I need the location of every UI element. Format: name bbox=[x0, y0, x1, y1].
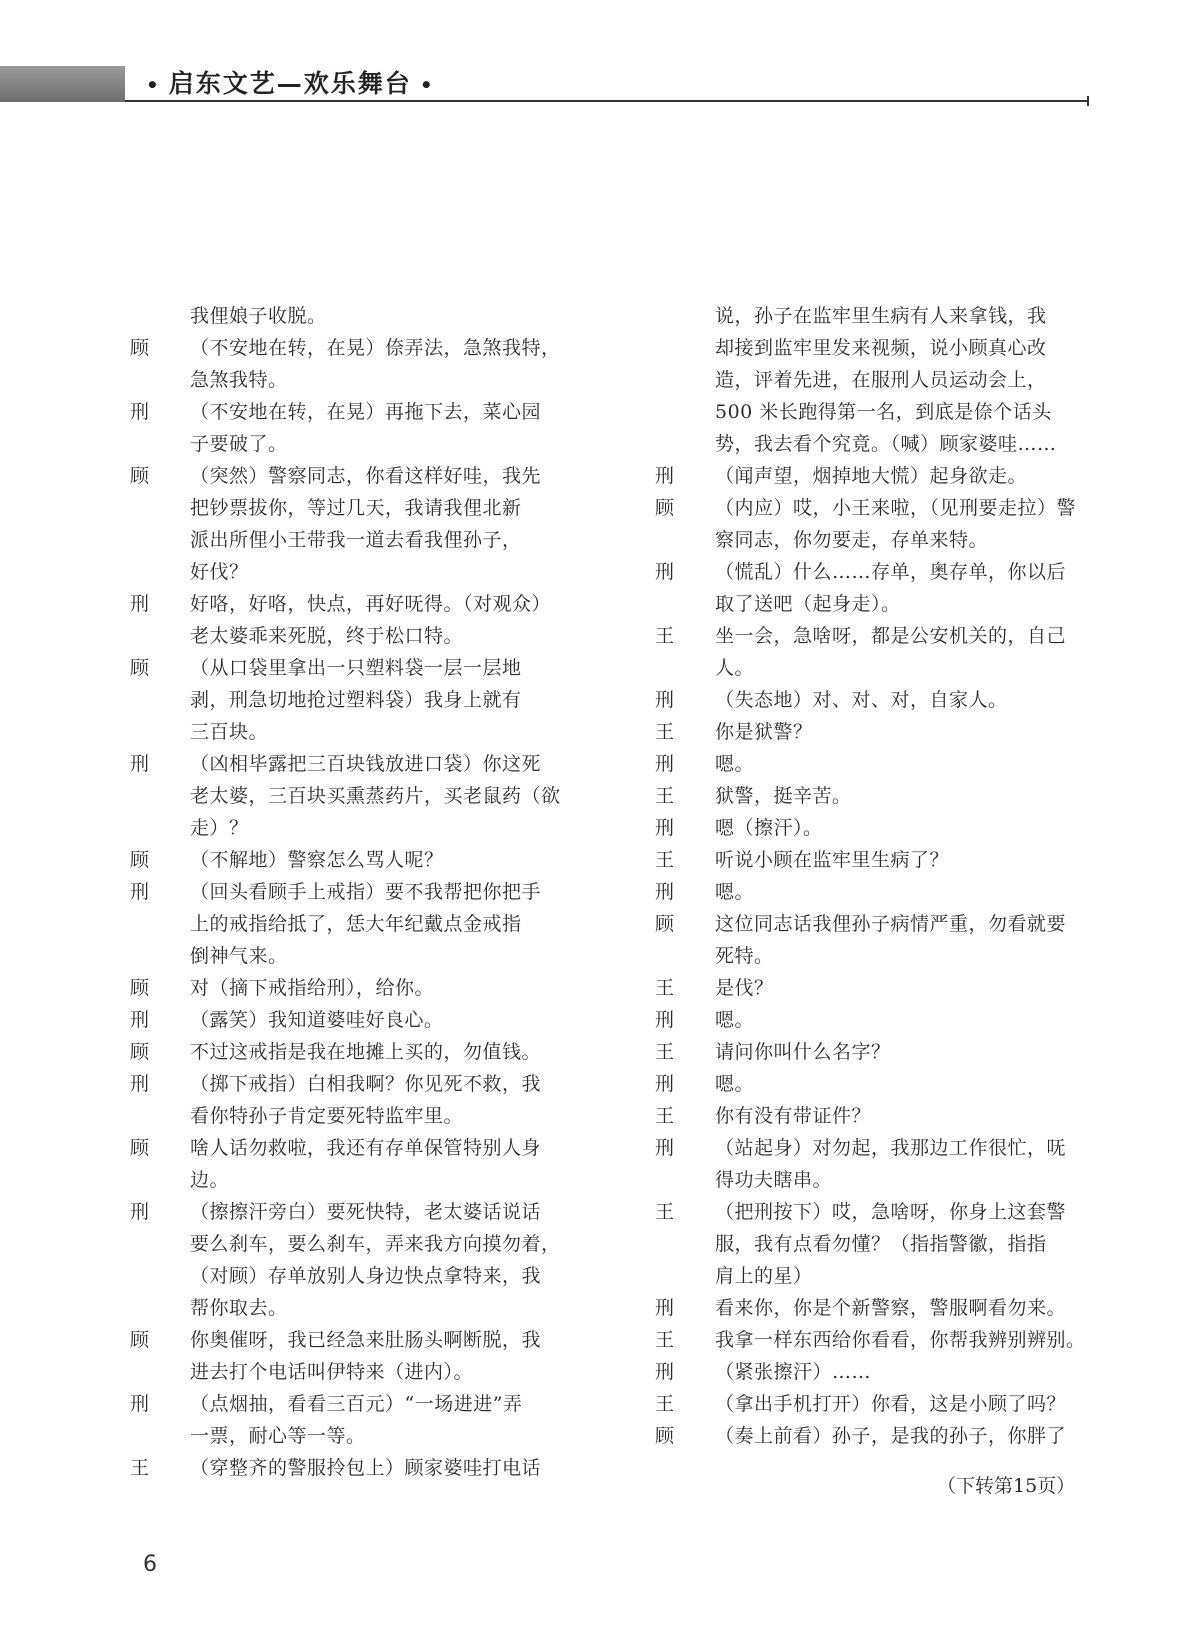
dialogue-text: 嗯。 bbox=[715, 1073, 755, 1095]
speaker-label: 刑 bbox=[655, 689, 675, 711]
speaker-label: 刑 bbox=[655, 1361, 675, 1383]
speaker-label: 刑 bbox=[655, 561, 675, 583]
script-line bbox=[130, 1164, 570, 1196]
speaker-label: 刑 bbox=[130, 593, 150, 615]
script-line bbox=[130, 1100, 570, 1132]
script-line bbox=[655, 1164, 1095, 1196]
script-line bbox=[655, 396, 1095, 428]
speaker-label: 王 bbox=[655, 785, 675, 807]
dialogue-text: 急煞我特。 bbox=[190, 369, 288, 391]
script-line bbox=[130, 556, 570, 588]
script-line bbox=[130, 940, 570, 972]
speaker-label: 刑 bbox=[130, 401, 150, 423]
dialogue-text: 人。 bbox=[715, 657, 755, 679]
script-line bbox=[130, 1004, 570, 1036]
script-line bbox=[655, 1228, 1095, 1260]
dialogue-text: 你是狱警？ bbox=[715, 721, 813, 743]
script-line bbox=[655, 556, 1095, 588]
script-line bbox=[130, 1132, 570, 1164]
dialogue-text: （拿出手机打开）你看，这是小顾了吗？ bbox=[715, 1393, 1067, 1415]
dialogue-text: （内应）哎，小王来啦，（见刑要走拉）警 bbox=[715, 497, 1077, 519]
script-line bbox=[655, 492, 1095, 524]
script-line bbox=[655, 620, 1095, 652]
dialogue-text: （不解地）警察怎么骂人呢？ bbox=[190, 849, 444, 871]
dialogue-text: （穿整齐的警服拎包上）顾家婆哇打电话 bbox=[190, 1457, 542, 1479]
script-line bbox=[130, 1388, 570, 1420]
script-line bbox=[130, 1196, 570, 1228]
header-title bbox=[138, 68, 443, 100]
script-line bbox=[655, 332, 1095, 364]
speaker-label: 刑 bbox=[130, 1073, 150, 1095]
script-line bbox=[130, 460, 570, 492]
dialogue-text: 剥，刑急切地抢过塑料袋）我身上就有 bbox=[190, 689, 522, 711]
dialogue-text: 势，我去看个究竟。（喊）顾家婆哇…… bbox=[715, 433, 1057, 455]
dialogue-text: （突然）警察同志，你看这样好哇，我先 bbox=[190, 465, 542, 487]
dialogue-text: 听说小顾在监牢里生病了？ bbox=[715, 849, 950, 871]
dialogue-text: 说，孙子在监牢里生病有人来拿钱，我 bbox=[715, 305, 1047, 327]
dialogue-text: 你奥催呀，我已经急来肚肠头啊断脱，我 bbox=[190, 1329, 542, 1351]
script-line bbox=[130, 1036, 570, 1068]
script-line bbox=[655, 1260, 1095, 1292]
script-line bbox=[130, 1420, 570, 1452]
dialogue-text: （回头看顾手上戒指）要不我帮把你把手 bbox=[190, 881, 542, 903]
script-line bbox=[130, 972, 570, 1004]
header-rule-tick bbox=[1087, 96, 1089, 106]
speaker-label: 刑 bbox=[130, 881, 150, 903]
dialogue-text: 走）？ bbox=[190, 817, 249, 839]
speaker-label: 刑 bbox=[130, 753, 150, 775]
dialogue-text: 老太婆乖来死脱，终于松口特。 bbox=[190, 625, 464, 647]
script-line bbox=[655, 1100, 1095, 1132]
script-line bbox=[130, 492, 570, 524]
script-line bbox=[130, 332, 570, 364]
speaker-label: 刑 bbox=[655, 817, 675, 839]
script-line bbox=[655, 972, 1095, 1004]
script-line bbox=[655, 1036, 1095, 1068]
header-bullet-right: • bbox=[419, 73, 435, 97]
speaker-label: 刑 bbox=[655, 753, 675, 775]
dialogue-text: 造，评着先进，在服刑人员运动会上， bbox=[715, 369, 1047, 391]
dialogue-text: （紧张擦汗）…… bbox=[715, 1361, 872, 1383]
script-line bbox=[655, 460, 1095, 492]
script-line bbox=[655, 1420, 1095, 1452]
dialogue-text: （失态地）对、对、对，自家人。 bbox=[715, 689, 1008, 711]
speaker-label: 顾 bbox=[130, 1329, 150, 1351]
dialogue-text: 嗯（擦汗）。 bbox=[715, 817, 823, 839]
speaker-label: 刑 bbox=[130, 1201, 150, 1223]
script-line bbox=[130, 300, 570, 332]
speaker-label: 刑 bbox=[130, 1009, 150, 1031]
dialogue-text: （闻声望，烟掉地大慌）起身欲走。 bbox=[715, 465, 1028, 487]
page-number: 6 bbox=[143, 1552, 157, 1577]
dialogue-text: 500 米长跑得第一名，到底是倷个话头 bbox=[715, 401, 1052, 423]
dialogue-text: （把刑按下）哎，急啥呀，你身上这套警 bbox=[715, 1201, 1067, 1223]
dialogue-text: 服，我有点看勿懂？（指指警徽，指指 bbox=[715, 1233, 1047, 1255]
speaker-label: 顾 bbox=[130, 1041, 150, 1063]
dialogue-text: 嗯。 bbox=[715, 881, 755, 903]
script-line bbox=[655, 940, 1095, 972]
script-line bbox=[130, 684, 570, 716]
dialogue-text: 啥人话勿救啦，我还有存单保管特别人身 bbox=[190, 1137, 542, 1159]
dialogue-text: 嗯。 bbox=[715, 753, 755, 775]
dialogue-text: 嗯。 bbox=[715, 1009, 755, 1031]
script-line bbox=[130, 716, 570, 748]
dialogue-text: （从口袋里拿出一只塑料袋一层一层地 bbox=[190, 657, 522, 679]
speaker-label: 顾 bbox=[130, 465, 150, 487]
dialogue-text: 不过这戒指是我在地摊上买的，勿值钱。 bbox=[190, 1041, 542, 1063]
script-line bbox=[130, 1260, 570, 1292]
dialogue-text: 得功夫瞎串。 bbox=[715, 1169, 833, 1191]
speaker-label: 顾 bbox=[130, 657, 150, 679]
dialogue-text: （掷下戒指）白相我啊？你见死不救，我 bbox=[190, 1073, 542, 1095]
script-line bbox=[130, 1356, 570, 1388]
script-line bbox=[130, 620, 570, 652]
script-line bbox=[130, 588, 570, 620]
dialogue-text: 狱警，挺辛苦。 bbox=[715, 785, 852, 807]
script-line bbox=[130, 428, 570, 460]
dialogue-text: 坐一会，急啥呀，都是公安机关的，自己 bbox=[715, 625, 1067, 647]
dialogue-text: 请问你叫什么名字？ bbox=[715, 1041, 891, 1063]
script-line bbox=[655, 1132, 1095, 1164]
speaker-label: 顾 bbox=[130, 1137, 150, 1159]
continuation-note: （下转第15页） bbox=[937, 1475, 1076, 1497]
dialogue-text: 对（摘下戒指给刑），给你。 bbox=[190, 977, 435, 999]
speaker-label: 王 bbox=[655, 1329, 675, 1351]
script-line bbox=[655, 908, 1095, 940]
script-line bbox=[655, 364, 1095, 396]
script-line bbox=[655, 844, 1095, 876]
script-line bbox=[655, 588, 1095, 620]
dialogue-text: 上的戒指给抵了，恁大年纪戴点金戒指 bbox=[190, 913, 522, 935]
dialogue-text: 好伐？ bbox=[190, 561, 249, 583]
script-line bbox=[655, 1292, 1095, 1324]
dialogue-text: （点烟抽，看看三百元）“一场进进”弄 bbox=[190, 1393, 523, 1415]
script-line bbox=[130, 812, 570, 844]
script-line bbox=[655, 1004, 1095, 1036]
speaker-label: 王 bbox=[655, 721, 675, 743]
speaker-label: 顾 bbox=[130, 849, 150, 871]
script-line bbox=[655, 1196, 1095, 1228]
header-bullet-left: • bbox=[146, 73, 161, 97]
script-line bbox=[655, 300, 1095, 332]
dialogue-text: 这位同志话我俚孙子病情严重，勿看就要 bbox=[715, 913, 1067, 935]
script-line bbox=[655, 1356, 1095, 1388]
script-line bbox=[655, 684, 1095, 716]
dialogue-text: 看来你，你是个新警察，警服啊看勿来。 bbox=[715, 1297, 1067, 1319]
script-line bbox=[130, 364, 570, 396]
speaker-label: 刑 bbox=[655, 1009, 675, 1031]
dialogue-text: 死特。 bbox=[715, 945, 774, 967]
left-column bbox=[130, 300, 570, 1484]
speaker-label: 顾 bbox=[655, 497, 675, 519]
dialogue-text: 要么刹车，要么刹车，弄来我方向摸勿着， bbox=[190, 1233, 561, 1255]
script-line bbox=[130, 652, 570, 684]
dialogue-text: 子要破了。 bbox=[190, 433, 288, 455]
script-line bbox=[655, 428, 1095, 460]
script-line bbox=[130, 1452, 570, 1484]
script-line bbox=[655, 716, 1095, 748]
script-line bbox=[130, 1228, 570, 1260]
dialogue-text: 倒神气来。 bbox=[190, 945, 288, 967]
speaker-label: 顾 bbox=[130, 337, 150, 359]
dialogue-text: 老太婆，三百块买熏蒸药片，买老鼠药（欲 bbox=[190, 785, 561, 807]
dialogue-text: 把钞票拔你，等过几天，我请我俚北新 bbox=[190, 497, 522, 519]
dialogue-text: （奏上前看）孙子，是我的孙子，你胖了 bbox=[715, 1425, 1067, 1447]
script-line bbox=[655, 780, 1095, 812]
dialogue-text: （站起身）对勿起，我那边工作很忙，呒 bbox=[715, 1137, 1067, 1159]
dialogue-text: 却接到监牢里发来视频，说小顾真心改 bbox=[715, 337, 1047, 359]
speaker-label: 刑 bbox=[655, 1137, 675, 1159]
dialogue-text: （擦擦汗旁白）要死快特，老太婆话说话 bbox=[190, 1201, 542, 1223]
script-line bbox=[655, 524, 1095, 556]
script-line bbox=[655, 876, 1095, 908]
script-line bbox=[130, 1068, 570, 1100]
script-line bbox=[655, 652, 1095, 684]
dialogue-text: 你有没有带证件？ bbox=[715, 1105, 872, 1127]
speaker-label: 顾 bbox=[655, 913, 675, 935]
dialogue-text: 一票，耐心等一等。 bbox=[190, 1425, 366, 1447]
speaker-label: 王 bbox=[655, 1201, 675, 1223]
script-line bbox=[130, 844, 570, 876]
header-title-text: 启东文艺—欢乐舞台 bbox=[168, 69, 412, 98]
script-line bbox=[130, 524, 570, 556]
script-line bbox=[130, 396, 570, 428]
script-line bbox=[655, 1324, 1095, 1356]
dialogue-text: （凶相毕露把三百块钱放进口袋）你这死 bbox=[190, 753, 542, 775]
script-line bbox=[130, 780, 570, 812]
speaker-label: 刑 bbox=[655, 465, 675, 487]
speaker-label: 王 bbox=[655, 849, 675, 871]
dialogue-text: 察同志，你勿要走，存单来特。 bbox=[715, 529, 989, 551]
dialogue-text: （露笑）我知道婆哇好良心。 bbox=[190, 1009, 444, 1031]
dialogue-text: 派出所俚小王带我一道去看我俚孙子， bbox=[190, 529, 522, 551]
script-line bbox=[655, 812, 1095, 844]
speaker-label: 王 bbox=[130, 1457, 150, 1479]
script-line bbox=[655, 1388, 1095, 1420]
header-rule bbox=[125, 100, 1088, 102]
speaker-label: 王 bbox=[655, 1105, 675, 1127]
dialogue-text: 是伐？ bbox=[715, 977, 774, 999]
speaker-label: 王 bbox=[655, 1041, 675, 1063]
speaker-label: 王 bbox=[655, 625, 675, 647]
header-bar bbox=[0, 66, 125, 102]
speaker-label: 刑 bbox=[130, 1393, 150, 1415]
script-line bbox=[130, 1324, 570, 1356]
script-line bbox=[130, 1292, 570, 1324]
script-line bbox=[130, 748, 570, 780]
speaker-label: 王 bbox=[655, 1393, 675, 1415]
dialogue-text: 好咯，好咯，快点，再好呒得。（对观众） bbox=[190, 593, 552, 615]
dialogue-text: （不安地在转，在晃）再拖下去，菜心园 bbox=[190, 401, 542, 423]
dialogue-text: （不安地在转，在晃）倷弄法，急煞我特， bbox=[190, 337, 561, 359]
speaker-label: 顾 bbox=[130, 977, 150, 999]
dialogue-text: （慌乱）什么……存单，奥存单，你以后 bbox=[715, 561, 1067, 583]
speaker-label: 顾 bbox=[655, 1425, 675, 1447]
script-line bbox=[655, 1068, 1095, 1100]
right-column bbox=[655, 300, 1095, 1452]
speaker-label: 刑 bbox=[655, 1297, 675, 1319]
dialogue-text: 三百块。 bbox=[190, 721, 269, 743]
script-line bbox=[130, 908, 570, 940]
speaker-label: 刑 bbox=[655, 1073, 675, 1095]
dialogue-text: 我拿一样东西给你看看，你帮我辨别辨别。 bbox=[715, 1329, 1086, 1351]
dialogue-text: （对顾）存单放别人身边快点拿特来，我 bbox=[190, 1265, 542, 1287]
script-line bbox=[130, 876, 570, 908]
dialogue-text: 进去打个电话叫伊特来（进内）。 bbox=[190, 1361, 474, 1383]
speaker-label: 王 bbox=[655, 977, 675, 999]
dialogue-text: 边。 bbox=[190, 1169, 230, 1191]
speaker-label: 刑 bbox=[655, 881, 675, 903]
script-line bbox=[655, 748, 1095, 780]
dialogue-text: 看你特孙子肯定要死特监牢里。 bbox=[190, 1105, 464, 1127]
dialogue-text: 取了送吧（起身走）。 bbox=[715, 593, 901, 615]
dialogue-text: 我俚娘子收脱。 bbox=[190, 305, 327, 327]
dialogue-text: 帮你取去。 bbox=[190, 1297, 288, 1319]
dialogue-text: 肩上的星） bbox=[715, 1265, 813, 1287]
